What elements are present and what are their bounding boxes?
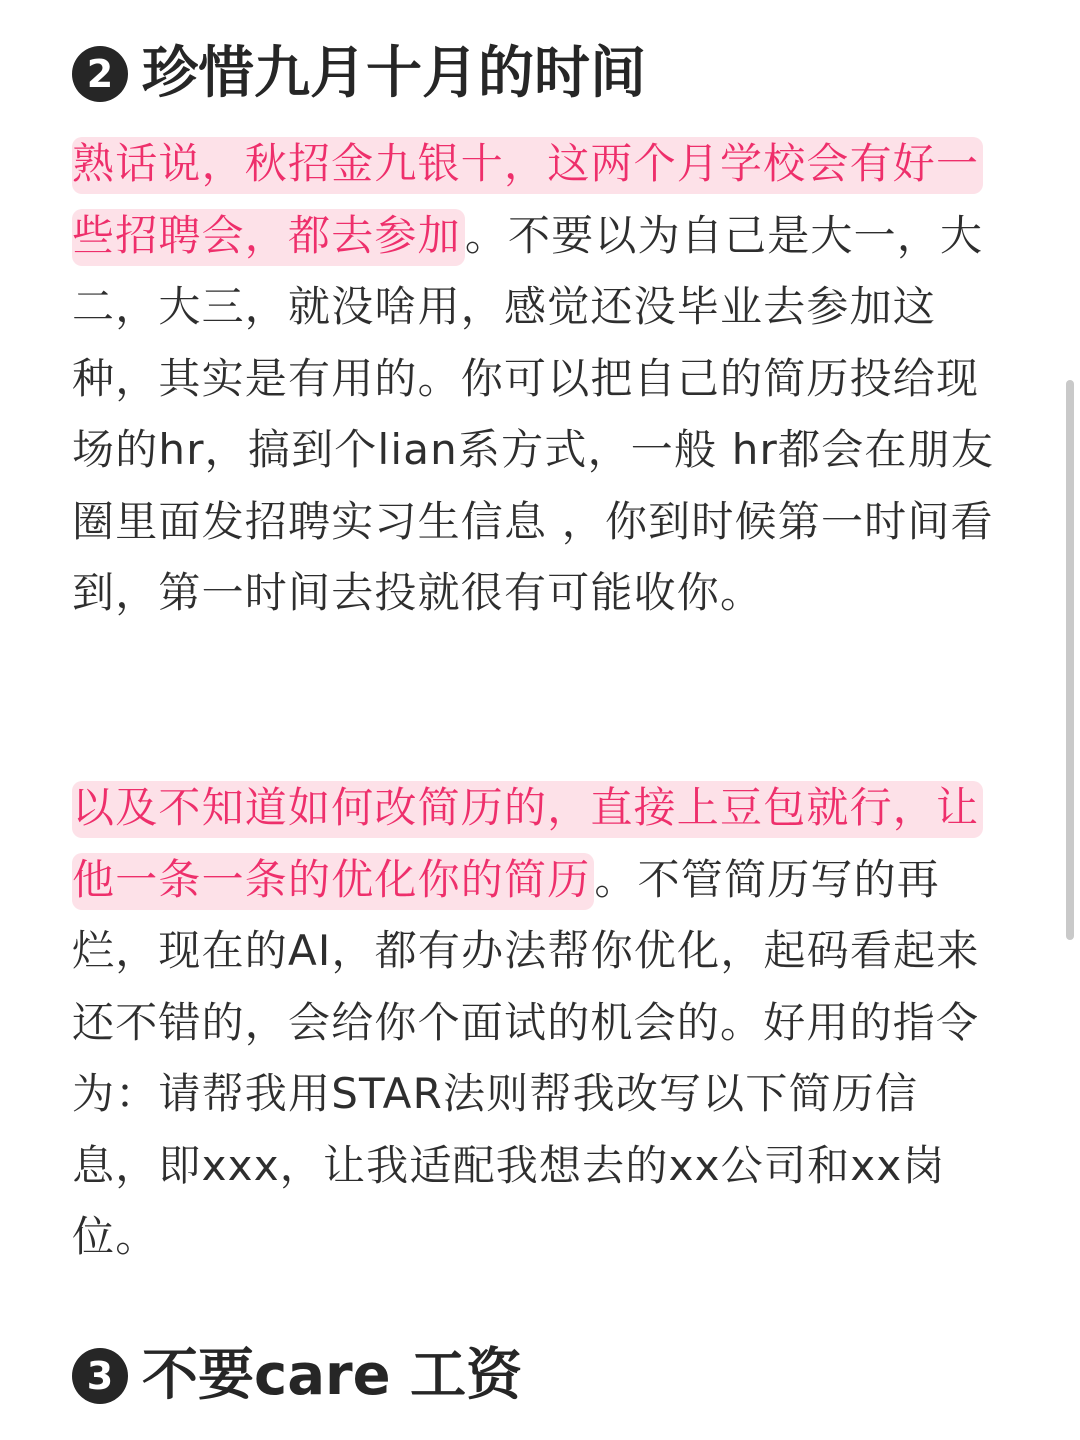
section-title-3: 不要care 工资 xyxy=(142,1343,523,1408)
paragraph-resume-ai xyxy=(72,772,1002,1273)
section-heading-2 xyxy=(72,38,646,110)
paragraph-job-fairs xyxy=(72,128,1002,629)
section-title-2: 珍惜九月十月的时间 xyxy=(142,41,646,106)
highlight-text-job-fairs: 熟话说，秋招金九银十，这两个月学校会有好一些招聘会，都去参加 xyxy=(72,137,983,266)
body-text-job-fairs: 。不要以为自己是大一，大二，大三，就没啥用，感觉还没毕业去参加这种，其实是有用的。你可以把自己的简历投给现场的hr，搞到个lian系方式，一般 hr都会在朋友圈里面发招聘实习生信息 ，你到时候第一时间看到，第一时间去投就很有可能收你。 xyxy=(72,210,995,617)
section-heading-3 xyxy=(72,1340,522,1412)
vertical-scrollbar[interactable] xyxy=(1066,380,1074,940)
highlight-text-resume-ai: 以及不知道如何改简历的，直接上豆包就行，让他一条一条的优化你的简历 xyxy=(72,781,983,910)
number-badge-3: 3 xyxy=(72,1348,128,1404)
number-badge-2: 2 xyxy=(72,46,128,102)
body-text-resume-ai: 。不管简历写的再烂，现在的AI，都有办法帮你优化，起码看起来还不错的，会给你个面试的机会的。好用的指令为：请帮我用STAR法则帮我改写以下简历信息，即xxx，让我适配我想去的xx公司和xx岗位。 xyxy=(72,854,980,1261)
